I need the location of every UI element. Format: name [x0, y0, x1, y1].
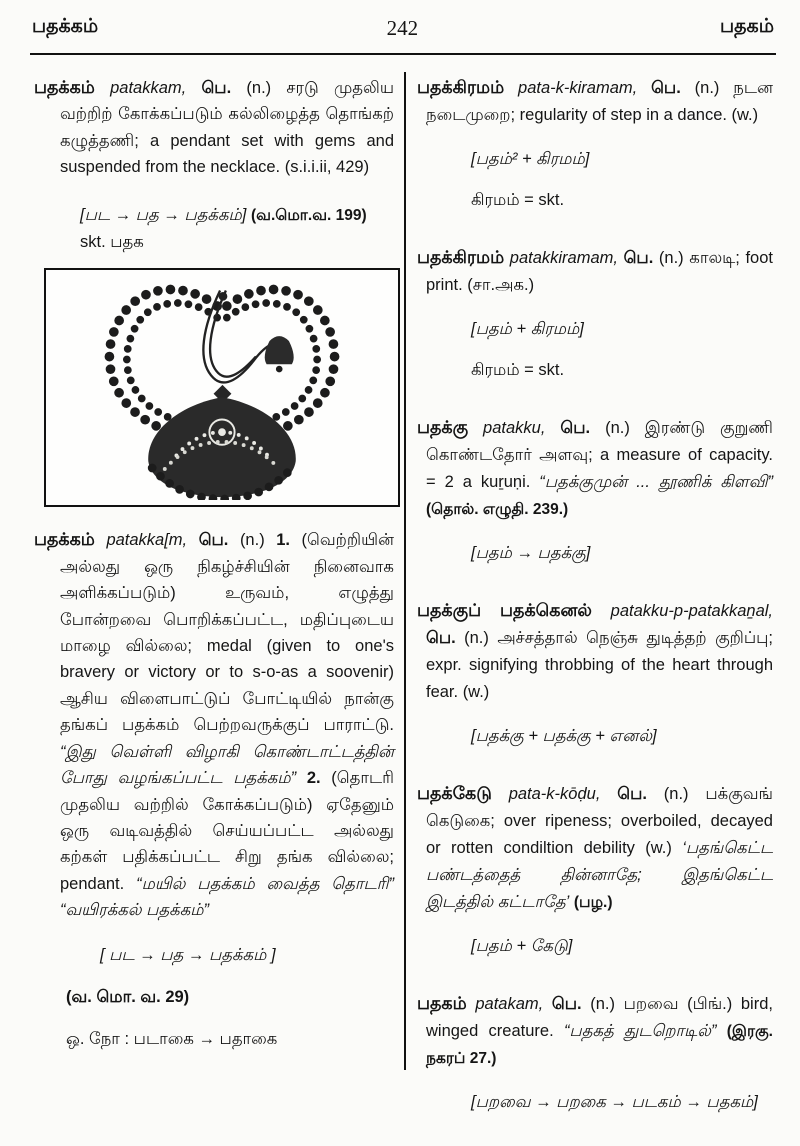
transliteration: pata-k-kiramam, — [518, 79, 638, 97]
dictionary-entry — [417, 780, 773, 960]
pos-label: பெ. — [551, 995, 582, 1013]
headword: பதகம் — [417, 993, 467, 1013]
page-header — [32, 16, 774, 40]
pos-n: (n.) — [694, 79, 720, 97]
headword: பதக்குப் பதக்கெனல் — [417, 600, 592, 620]
sanskrit-note: கிரமம் = skt. — [471, 361, 565, 379]
header-rule — [30, 53, 776, 55]
source-ref: (பழ.) — [573, 894, 613, 911]
entry-paragraph — [34, 526, 394, 923]
transliteration: patakka[m, — [106, 531, 188, 550]
source-ref: (இரகு. நகரப் 27.) — [426, 1023, 773, 1067]
dictionary-entry — [417, 244, 773, 384]
pos-n: (n.) — [590, 995, 615, 1013]
etymology: [ பட → பத → பதக்கம் ] — [100, 945, 276, 964]
compare-note: ஒ. நோ : படாகை → பதாகை — [66, 1030, 278, 1049]
entry-paragraph — [417, 990, 773, 1072]
pos-label: பெ. — [198, 531, 229, 550]
etymology — [80, 202, 394, 229]
pos-label: பெ. — [623, 249, 654, 267]
etymology: [பதம் + கிரமம்] — [471, 320, 584, 338]
etymology-chain: [பட → பத → பதக்கம்] — [80, 205, 247, 224]
definition-text: பக்குவங் கெடுகை; over ripeness; overboiled, decayed or rotten condiltion debility (w.) — [426, 785, 774, 857]
definition-text: இரண்டு குறுணி கொண்டதோர் அளவு; a measure of capacity. = 2 a kuṟuṇi. — [426, 419, 773, 491]
headword: பதக்கம் — [34, 77, 95, 97]
citation-quote: “பதகத் துடறொடில்” — [563, 1022, 717, 1040]
source-ref: (தொல். எழுதி. 239.) — [426, 501, 569, 518]
headword: பதக்கிரமம் — [417, 77, 505, 97]
sanskrit-note: skt. பதக — [80, 233, 144, 252]
transliteration: patakkiramam, — [509, 249, 618, 267]
pos-n: (n.) — [663, 785, 689, 803]
definition-text: (தொடரி முதலிய வற்றில் கோக்கப்படும்) ஏதேனும் ஒரு வடிவத்தில் செய்யப்பட்ட அல்லது கற்கள் பதிக்கப்பட்ட சிறு தங்க வில்லை; pendant. — [60, 769, 394, 893]
pos-n: (n.) — [605, 419, 630, 437]
dictionary-entry — [417, 414, 773, 567]
transliteration: pata-k-kōḍu, — [508, 785, 601, 803]
transliteration: patakku, — [483, 419, 546, 437]
definition-text: (வெற்றியின் அல்லது ஒரு நிகழ்ச்சியின் நினைவாக அளிக்கப்படும்) உருவம், எழுத்து போன்றவை பொறிக்கப்பட்ட, மதிப்புடைய மாழை வில்லை; medal (given to one's bravery or victory or to s-o-as a soovenir) ஆசிய விளைபாட்டுப் போட்டியில் நான்கு தங்கப் பதக்கம் பெற்றவருக்குப் பாராட்டு. — [60, 531, 395, 735]
cord-knot — [219, 292, 228, 301]
dictionary-entry — [34, 74, 394, 255]
entry-paragraph — [34, 74, 394, 181]
definition-text: அச்சத்தால் நெஞ்சு துடித்தற் குறிப்பு; expr. signifying throbbing of the heart through fear. (w.) — [426, 629, 773, 701]
etymology: [பதம் → பதக்கு] — [471, 544, 591, 562]
pendant-fan — [148, 385, 296, 499]
pendant-necklace-illustration-icon — [52, 275, 392, 500]
etymology: [பறவை → பறகை → படகம் → பதகம்] — [471, 1093, 758, 1111]
definition-text: நடன நடைமுறை; regularity of step in a dance. (w.) — [426, 79, 774, 124]
sense-number: 1. — [276, 531, 290, 550]
pos-n: (n.) — [246, 79, 272, 97]
transliteration: patakkam, — [110, 79, 187, 97]
transliteration: patakku-p-patakkaṉal, — [610, 602, 773, 620]
etymology: [பதம்² + கிரமம்] — [471, 150, 590, 168]
pos-n: (n.) — [239, 531, 265, 550]
entry-paragraph — [417, 74, 773, 129]
entry-paragraph — [417, 414, 773, 523]
dictionary-entry — [417, 597, 773, 750]
pos-label: பெ. — [201, 79, 232, 97]
figure-frame — [44, 268, 400, 507]
headword: பதக்கு — [417, 417, 469, 437]
entry-paragraph — [417, 597, 773, 706]
etymology: [பதம் + கேடு] — [471, 937, 573, 955]
source-ref: (வ.மொ.வ. 199) — [250, 206, 367, 224]
dictionary-entry — [417, 74, 773, 214]
pos-label: பெ. — [617, 785, 647, 803]
header-guideword-right: பதகம் — [720, 16, 774, 37]
citation-quote: ‘பதங்கெட்ட பண்டத்தைத் தின்னாதே; இதங்கெட்ட இடத்தில் கட்டாதே’ — [426, 839, 773, 911]
sense-number: 2. — [306, 769, 321, 788]
headword: பதக்கம் — [34, 529, 95, 550]
dictionary-entry — [34, 526, 394, 1052]
pos-n: (n.) — [658, 249, 684, 267]
source-ref: (வ. மொ. வ. 29) — [66, 987, 190, 1006]
bell-charm — [265, 337, 294, 373]
pos-label: பெ. — [560, 419, 591, 437]
pos-n: (n.) — [464, 629, 489, 647]
page-number: 242 — [386, 16, 419, 40]
left-column — [34, 74, 394, 1053]
entry-paragraph — [417, 244, 773, 299]
definition-text: பறவை (பிங்.) bird, winged creature. — [426, 995, 773, 1040]
transliteration: patakam, — [475, 995, 544, 1013]
column-divider — [404, 72, 406, 1070]
citation-quote: “பதக்குமுன் ... தூணிக் கிளவி” — [539, 473, 773, 491]
right-column — [417, 74, 773, 1146]
definition-text: காலடி; foot print. (சா.அக.) — [426, 249, 773, 294]
pos-label: பெ. — [651, 79, 681, 97]
pos-label: பெ. — [426, 629, 456, 647]
entry-paragraph — [417, 780, 773, 916]
dictionary-entry — [417, 990, 773, 1116]
citation-quote: “இது வெள்ளி விழாகி கொண்டாட்டத்தின் போது வழங்கப்பட்ட பதக்கம்” — [60, 742, 394, 788]
sanskrit-note: கிரமம் = skt. — [471, 191, 565, 209]
headword: பதக்கிரமம் — [417, 247, 505, 267]
etymology: [பதக்கு + பதக்கு + எனல்] — [471, 727, 657, 745]
header-guideword-left: பதக்கம் — [32, 16, 99, 37]
definition-text: சரடு முதலிய வற்றிற் கோக்கப்படும் கல்லிழைத்த தொங்கற் கழுத்தணி; a pendant set with gems and suspended from the necklace. (s.i.i.ii, 429) — [60, 79, 394, 177]
citation-quote: “மயில் பதக்கம் வைத்த தொடரி” “வயிரக்கல் பதக்கம்” — [60, 874, 394, 920]
headword: பதக்கேடு — [417, 783, 492, 803]
